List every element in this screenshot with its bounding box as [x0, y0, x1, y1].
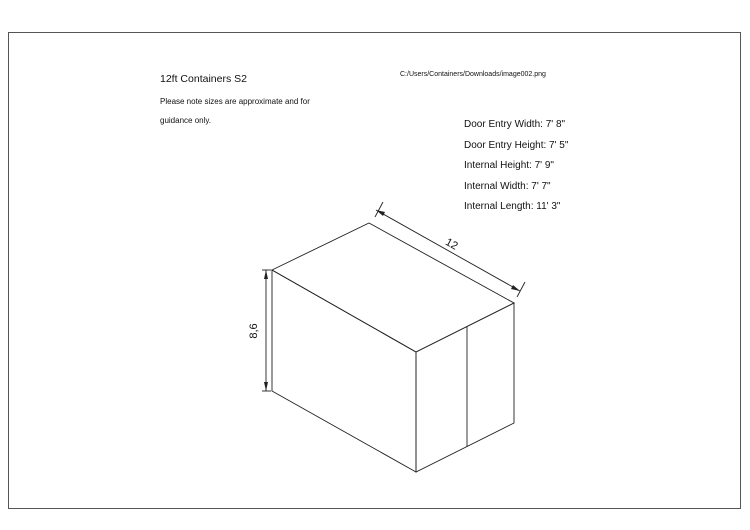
file-path-label: C:/Users/Containers/Downloads/image002.png: [400, 71, 546, 78]
spec-internal-height: Internal Height: 7' 9": [464, 160, 554, 171]
height-dimension-label: 8,6: [248, 323, 260, 339]
length-arrowhead-end: [511, 285, 520, 291]
disclaimer-note-line-1: Please note sizes are approximate and for: [160, 97, 310, 106]
spec-door-entry-height: Door Entry Height: 7' 5": [464, 139, 569, 151]
height-dimension: [262, 270, 271, 391]
spec-door-entry-width: Door Entry Width: 7' 8": [464, 119, 566, 130]
drawing-title: 12ft Containers S2: [160, 73, 247, 85]
spec-internal-length: Internal Length: 11' 3": [464, 201, 561, 212]
length-dimension-label: 12: [443, 236, 460, 253]
container-door-face: [416, 303, 514, 472]
height-arrowhead-top: [264, 270, 268, 279]
container-top-face: [272, 223, 514, 352]
length-dimension-line: [376, 210, 520, 291]
container-side-face: [272, 270, 416, 472]
spec-internal-width: Internal Width: 7' 7": [464, 180, 551, 192]
disclaimer-note-line-2: guidance only.: [160, 116, 211, 125]
height-arrowhead-bottom: [264, 382, 268, 391]
